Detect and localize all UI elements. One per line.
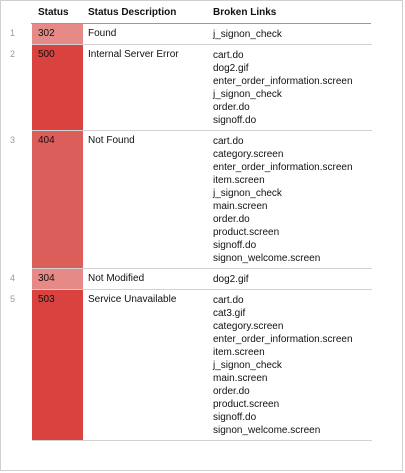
description-column-header[interactable]: Status Description (88, 7, 177, 18)
broken-link[interactable]: cart.do (213, 136, 244, 147)
broken-link[interactable]: signon_welcome.screen (213, 425, 321, 436)
broken-link[interactable]: signon_welcome.screen (213, 253, 321, 264)
status-cell (32, 290, 83, 440)
status-code: 304 (38, 273, 55, 284)
broken-link[interactable]: product.screen (213, 399, 280, 410)
table-row[interactable] (1, 131, 404, 269)
broken-link[interactable]: category.screen (213, 149, 284, 160)
row-number: 4 (10, 273, 16, 283)
broken-link[interactable]: item.screen (213, 347, 265, 358)
row-divider (32, 440, 372, 441)
broken-link[interactable]: item.screen (213, 175, 265, 186)
broken-link[interactable]: order.do (213, 214, 250, 225)
status-cell (32, 24, 83, 44)
broken-link[interactable]: j_signon_check (213, 29, 282, 40)
broken-link[interactable]: j_signon_check (213, 360, 282, 371)
broken-link[interactable]: order.do (213, 386, 250, 397)
row-number: 3 (10, 135, 16, 145)
broken-link[interactable]: order.do (213, 102, 250, 113)
broken-link[interactable]: dog2.gif (213, 274, 249, 285)
broken-links-column-header[interactable]: Broken Links (213, 7, 277, 18)
table-row[interactable] (1, 290, 404, 441)
status-code: 302 (38, 28, 55, 39)
table-row[interactable] (1, 45, 404, 131)
broken-link[interactable]: main.screen (213, 373, 268, 384)
table-header (31, 5, 371, 24)
broken-link[interactable]: enter_order_information.screen (213, 76, 353, 87)
broken-link[interactable]: enter_order_information.screen (213, 334, 353, 345)
broken-link[interactable]: product.screen (213, 227, 280, 238)
status-description: Not Found (88, 135, 135, 146)
status-description: Not Modified (88, 273, 145, 284)
status-cell (32, 269, 83, 289)
broken-link[interactable]: main.screen (213, 201, 268, 212)
row-number: 5 (10, 294, 16, 304)
broken-link[interactable]: category.screen (213, 321, 284, 332)
broken-links-list (213, 28, 282, 41)
broken-link[interactable]: cart.do (213, 50, 244, 61)
row-number: 1 (10, 28, 16, 38)
broken-link[interactable]: signoff.do (213, 115, 257, 126)
broken-link[interactable]: j_signon_check (213, 188, 282, 199)
broken-link[interactable]: dog2.gif (213, 63, 249, 74)
broken-link[interactable]: j_signon_check (213, 89, 282, 100)
broken-links-list (213, 135, 353, 265)
status-code: 503 (38, 294, 55, 305)
broken-link[interactable]: cat3.gif (213, 308, 246, 319)
status-code: 500 (38, 49, 55, 60)
broken-link[interactable]: enter_order_information.screen (213, 162, 353, 173)
status-description: Found (88, 28, 117, 39)
table-row[interactable] (1, 24, 404, 45)
status-description: Service Unavailable (88, 294, 177, 305)
broken-link[interactable]: signoff.do (213, 240, 257, 251)
broken-links-list (213, 294, 353, 437)
status-column-header[interactable]: Status (38, 7, 69, 18)
broken-links-list (213, 49, 353, 127)
row-number: 2 (10, 49, 16, 59)
status-cell (32, 131, 83, 268)
broken-link[interactable]: signoff.do (213, 412, 257, 423)
broken-link[interactable]: cart.do (213, 295, 244, 306)
table-row[interactable] (1, 269, 404, 290)
status-cell (32, 45, 83, 130)
status-description: Internal Server Error (88, 49, 179, 60)
broken-links-list (213, 273, 249, 286)
status-code: 404 (38, 135, 55, 146)
